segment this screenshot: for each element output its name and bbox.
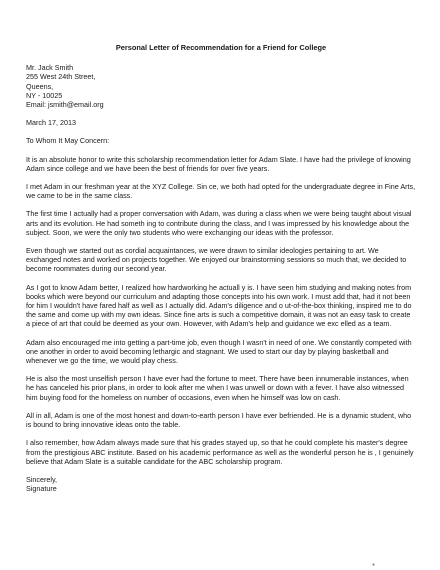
body-paragraph: [26, 155, 416, 173]
body-paragraph: [26, 283, 416, 329]
address-line: Mr. Jack Smith: [26, 63, 74, 73]
address-line: NY - 10025: [26, 90, 63, 100]
address-line: 255 West 24th Street,: [26, 72, 96, 82]
body-paragraph: [26, 374, 416, 402]
paragraph-line: him buying food for the homeless on number of occasions, even when he himself was low on cash.: [26, 392, 341, 402]
address-line: Queens,: [26, 81, 54, 91]
paragraph-line: I met Adam in our freshman year at the XYZ College. Sin ce, we both had opted for the undergraduate degree in Fine Arts,: [26, 182, 416, 192]
sender-address: [26, 63, 416, 109]
paragraph-line: the same and come up with my own ideas. Since fine arts is such a competitive domain, it was not an easy task to create: [26, 310, 411, 320]
paragraph-line: arts and its evolution. He had someth ing to contribute during the class, and I was impressed by his knowledge about the: [26, 218, 410, 228]
body-paragraph: [26, 438, 416, 466]
salutation: To Whom It May Concern:: [26, 136, 110, 146]
paragraph-line: Even though we started out as cordial acquaintances, we were drawn to similar ideologies pertaining to art. We: [26, 246, 379, 256]
paragraph-line: a piece of art that could be deemed as your own. However, with Adam's help and guidance we exc elled as a team.: [26, 319, 392, 329]
paragraph-line: whenever we go the time, we would play chess.: [26, 356, 178, 366]
body-paragraph: [26, 209, 416, 237]
paragraph-line: The first time I actually had a proper conversation with Adam, was during a class when we were being taught about visual: [26, 209, 412, 219]
paragraph-line: from the prestigious ABC institute. Based on his academic performance as well as the wonderful person he is , I genuinely: [26, 447, 414, 457]
paragraph-line: exchanged notes and worked on projects together. We enjoyed our brainstorming sessions so much that, we decided to: [26, 255, 407, 265]
paragraph-line: I also remember, how Adam always made sure that his grades stayed up, so that he could complete his master's degree: [26, 438, 408, 448]
paragraph-line: As I got to know Adam better, I realized how hardworking he actuall y is. I have seen him studying and making notes from: [26, 282, 412, 292]
paragraph-line: one another in order to avoid becoming lethargic and stagnant. We used to start our day by playing basketball and: [26, 346, 389, 356]
body-paragraph: [26, 338, 416, 366]
paragraph-line: He is also the most unselfish person I have ever had the fortune to meet. There have been innumerable instances, when: [26, 374, 409, 384]
paragraph-line: All in all, Adam is one of the most honest and down-to-earth person I have ever befriended. He is a dynamic student, who: [26, 410, 412, 420]
letter-title: Personal Letter of Recommendation for a Friend for College: [115, 43, 327, 52]
paragraph-line: It is an absolute honor to write this scholarship recommendation letter for Adam Slate. I have had the privilege of knowing: [26, 154, 411, 164]
paragraph-line: believe that Adam Slate is a suitable candidate for the ABC scholarship program.: [26, 456, 283, 466]
body-paragraph: [26, 246, 416, 274]
paragraph-line: become roommates during our second year.: [26, 264, 167, 274]
body-paragraph: [26, 411, 416, 429]
paragraph-line: is bound to bring innovative ideas onto the table.: [26, 420, 181, 430]
closing: Sincerely,: [26, 474, 58, 484]
watermark-dot-icon: ●: [372, 562, 376, 568]
closing-block: [26, 475, 416, 493]
paragraph-line: we came to be in the same class.: [26, 191, 133, 201]
paragraph-line: for him I wouldn't have fared half as well as I actually did. Adam's diligence and o ut-of-the-box thinking, inspired me to do: [26, 301, 412, 311]
paragraph-line: Adam also encouraged me into getting a part-time job, even though I wasn't in need of one. We constantly competed with: [26, 337, 412, 347]
paragraph-line: Adam since college and we have been the best of friends for over five years.: [26, 163, 270, 173]
paragraph-line: books which were beyond our curriculum and adapting those concepts into his own work. I must add that, had it not been: [26, 291, 411, 301]
paragraph-line: subject. Soon, we were the only two students who were exchanging our ideas with the professor.: [26, 227, 334, 237]
signature: Signature: [26, 484, 57, 494]
body-paragraph: [26, 182, 416, 200]
paragraph-line: he has canceled his prior plans, in order to look after me when I was unwell or down with a fever. I have also witnessed: [26, 383, 404, 393]
letter-date: March 17, 2013: [26, 118, 76, 128]
address-line: Email: jsmith@email.org: [26, 100, 104, 110]
